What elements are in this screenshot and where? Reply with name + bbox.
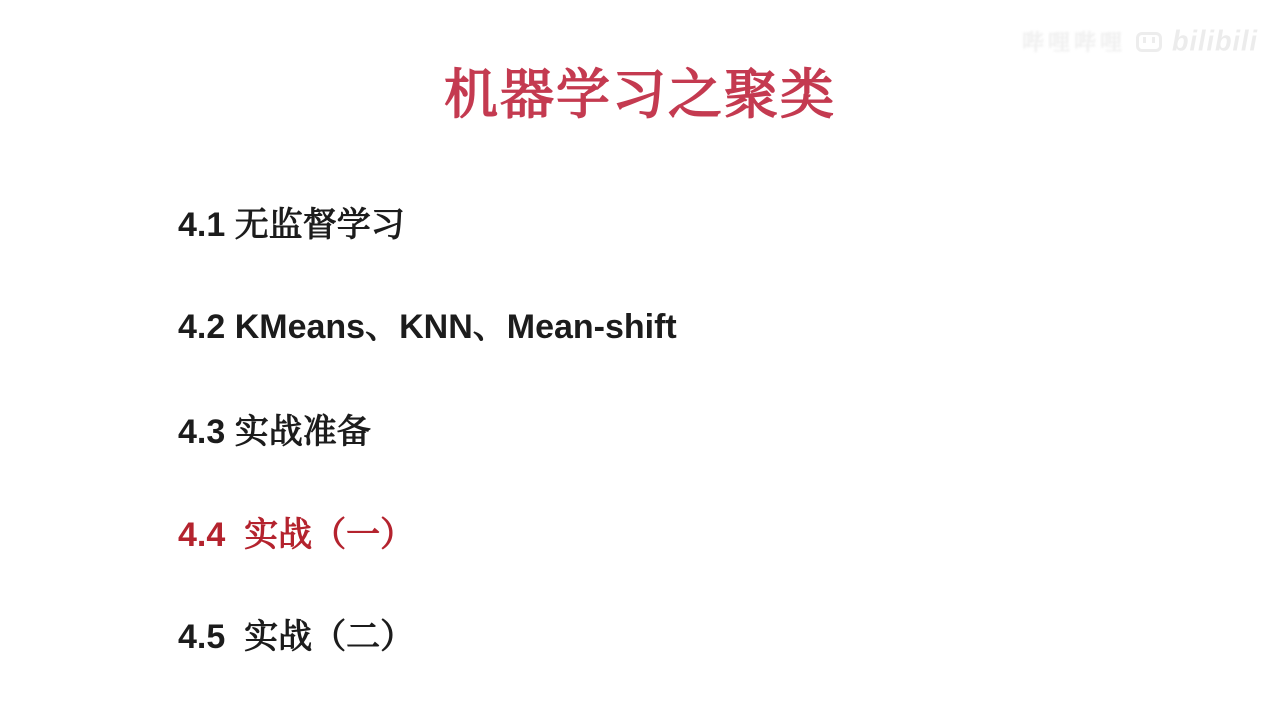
toc-item-4-2: 4.2 KMeans、KNN、Mean-shift [178, 308, 677, 346]
toc-item-4-1: 4.1 无监督学习 [178, 206, 405, 244]
toc-item-4-4-highlighted: 4.4 实战（一） [178, 516, 415, 554]
toc-item-4-3: 4.3 实战准备 [178, 413, 371, 451]
watermark-prefix-text: 哔哩哔哩 [1021, 30, 1126, 55]
slide-title: 机器学习之聚类 [444, 65, 836, 125]
bilibili-watermark [1022, 26, 1258, 57]
bilibili-tv-icon [1136, 32, 1162, 52]
bilibili-logo-text: bilibili [1172, 25, 1258, 57]
toc-item-4-5: 4.5 实战（二） [178, 618, 415, 656]
